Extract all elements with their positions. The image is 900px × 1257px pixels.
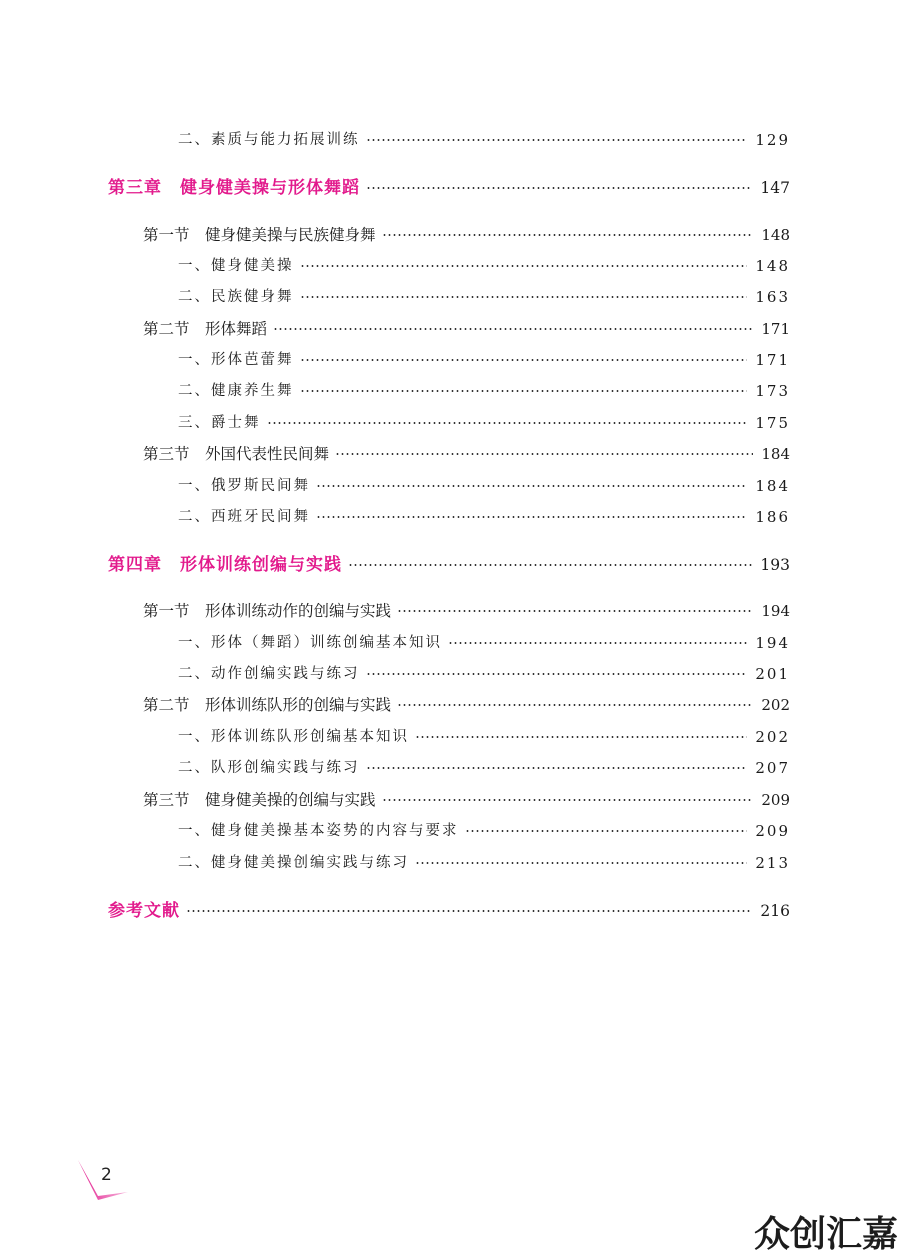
toc-entry[interactable] xyxy=(178,851,790,875)
toc-entry[interactable] xyxy=(178,474,790,498)
toc-chapter-page: 147 xyxy=(760,179,790,197)
toc-entry-page: 202 xyxy=(755,728,790,746)
toc-entry-page: 163 xyxy=(755,288,790,306)
toc-entry-page: 194 xyxy=(755,634,790,652)
toc-section[interactable] xyxy=(143,599,790,623)
toc-entry-title: 二、动作创编实践与练习 xyxy=(178,666,360,682)
dot-leader xyxy=(300,359,748,361)
page-number: 2 xyxy=(101,1165,112,1185)
dot-leader xyxy=(300,265,748,267)
toc-entry-title: 二、健康养生舞 xyxy=(178,383,294,399)
dot-leader xyxy=(273,328,753,330)
dot-leader xyxy=(366,187,752,189)
toc-entry-page: 173 xyxy=(755,382,790,400)
dot-leader xyxy=(382,799,754,801)
toc-entry-page: 129 xyxy=(755,131,790,149)
dot-leader xyxy=(465,830,748,832)
toc-entry-title: 二、西班牙民间舞 xyxy=(178,509,310,525)
toc-entry[interactable] xyxy=(178,128,790,152)
dot-leader xyxy=(397,704,753,706)
dot-leader xyxy=(366,139,748,141)
toc-entry-page: 171 xyxy=(755,351,790,369)
dot-leader xyxy=(316,516,747,518)
toc-entry-page: 207 xyxy=(755,759,790,777)
toc-section-page: 148 xyxy=(761,226,790,244)
toc-entry-page: 184 xyxy=(755,477,790,495)
toc-entry[interactable] xyxy=(178,505,790,529)
toc-entry[interactable] xyxy=(178,631,790,655)
toc-entry-title: 三、爵士舞 xyxy=(178,415,261,431)
toc-section-title: 第三节 健身健美操的创编与实践 xyxy=(143,791,376,809)
dot-leader xyxy=(300,296,748,298)
toc-section[interactable] xyxy=(143,317,790,341)
toc-entry[interactable] xyxy=(178,348,790,372)
toc-section[interactable] xyxy=(143,223,790,247)
toc-entry[interactable] xyxy=(178,379,790,403)
toc-entry-page: 209 xyxy=(755,822,790,840)
toc-entry[interactable] xyxy=(178,285,790,309)
dot-leader xyxy=(366,767,748,769)
toc-section-page: 171 xyxy=(761,320,790,338)
dot-leader xyxy=(300,390,748,392)
toc-entry[interactable] xyxy=(178,254,790,278)
toc-entry-title: 一、形体芭蕾舞 xyxy=(178,352,294,368)
toc-entry-page: 186 xyxy=(755,508,790,526)
toc-section-page: 194 xyxy=(761,602,790,620)
toc-entry-title: 一、健身健美操基本姿势的内容与要求 xyxy=(178,823,459,839)
dot-leader xyxy=(366,673,748,675)
toc-section-title: 第二节 形体舞蹈 xyxy=(143,320,268,338)
dot-leader xyxy=(316,485,747,487)
toc-entry-title: 二、健身健美操创编实践与练习 xyxy=(178,855,409,871)
toc-entry-title: 一、形体（舞蹈）训练创编基本知识 xyxy=(178,635,442,651)
dot-leader xyxy=(415,736,747,738)
toc-entry-page: 148 xyxy=(755,257,790,275)
toc-section[interactable] xyxy=(143,442,790,466)
dot-leader xyxy=(186,910,752,912)
toc-entry-page: 175 xyxy=(755,414,790,432)
dot-leader xyxy=(348,564,752,566)
dot-leader xyxy=(382,234,754,236)
toc-entry[interactable] xyxy=(178,662,790,686)
dot-leader xyxy=(267,422,748,424)
toc-section-title: 第一节 形体训练动作的创编与实践 xyxy=(143,602,392,620)
toc-section-title: 第一节 健身健美操与民族健身舞 xyxy=(143,226,376,244)
dot-leader xyxy=(397,610,753,612)
toc-chapter[interactable] xyxy=(108,897,790,925)
toc-entry[interactable] xyxy=(178,725,790,749)
toc-section-page: 209 xyxy=(761,791,790,809)
toc-entry[interactable] xyxy=(178,756,790,780)
toc-entry-title: 二、队形创编实践与练习 xyxy=(178,760,360,776)
toc-chapter-page: 193 xyxy=(760,556,790,574)
dot-leader xyxy=(448,642,747,644)
toc-chapter-page: 216 xyxy=(760,902,790,920)
toc-chapter-title: 第三章 健身健美操与形体舞蹈 xyxy=(108,178,360,198)
toc-section-page: 184 xyxy=(761,445,790,463)
toc-entry-page: 201 xyxy=(755,665,790,683)
toc-chapter[interactable] xyxy=(108,551,790,579)
dot-leader xyxy=(415,862,747,864)
toc-chapter-title: 参考文献 xyxy=(108,901,180,921)
toc-section[interactable] xyxy=(143,693,790,717)
toc-entry[interactable] xyxy=(178,411,790,435)
toc-entry-page: 213 xyxy=(755,854,790,872)
toc-entry-title: 二、素质与能力拓展训练 xyxy=(178,132,360,148)
dot-leader xyxy=(335,453,753,455)
toc-entry-title: 一、俄罗斯民间舞 xyxy=(178,478,310,494)
toc-chapter-title: 第四章 形体训练创编与实践 xyxy=(108,555,342,575)
toc-section[interactable] xyxy=(143,788,790,812)
toc-entry[interactable] xyxy=(178,819,790,843)
toc-chapter[interactable] xyxy=(108,174,790,202)
toc-entry-title: 二、民族健身舞 xyxy=(178,289,294,305)
watermark-logo: 众创汇嘉 xyxy=(753,1214,898,1255)
toc-section-title: 第三节 外国代表性民间舞 xyxy=(143,445,330,463)
toc-entry-title: 一、健身健美操 xyxy=(178,258,294,274)
toc-entry-title: 一、形体训练队形创编基本知识 xyxy=(178,729,409,745)
toc-section-title: 第二节 形体训练队形的创编与实践 xyxy=(143,696,392,714)
toc-section-page: 202 xyxy=(761,696,790,714)
